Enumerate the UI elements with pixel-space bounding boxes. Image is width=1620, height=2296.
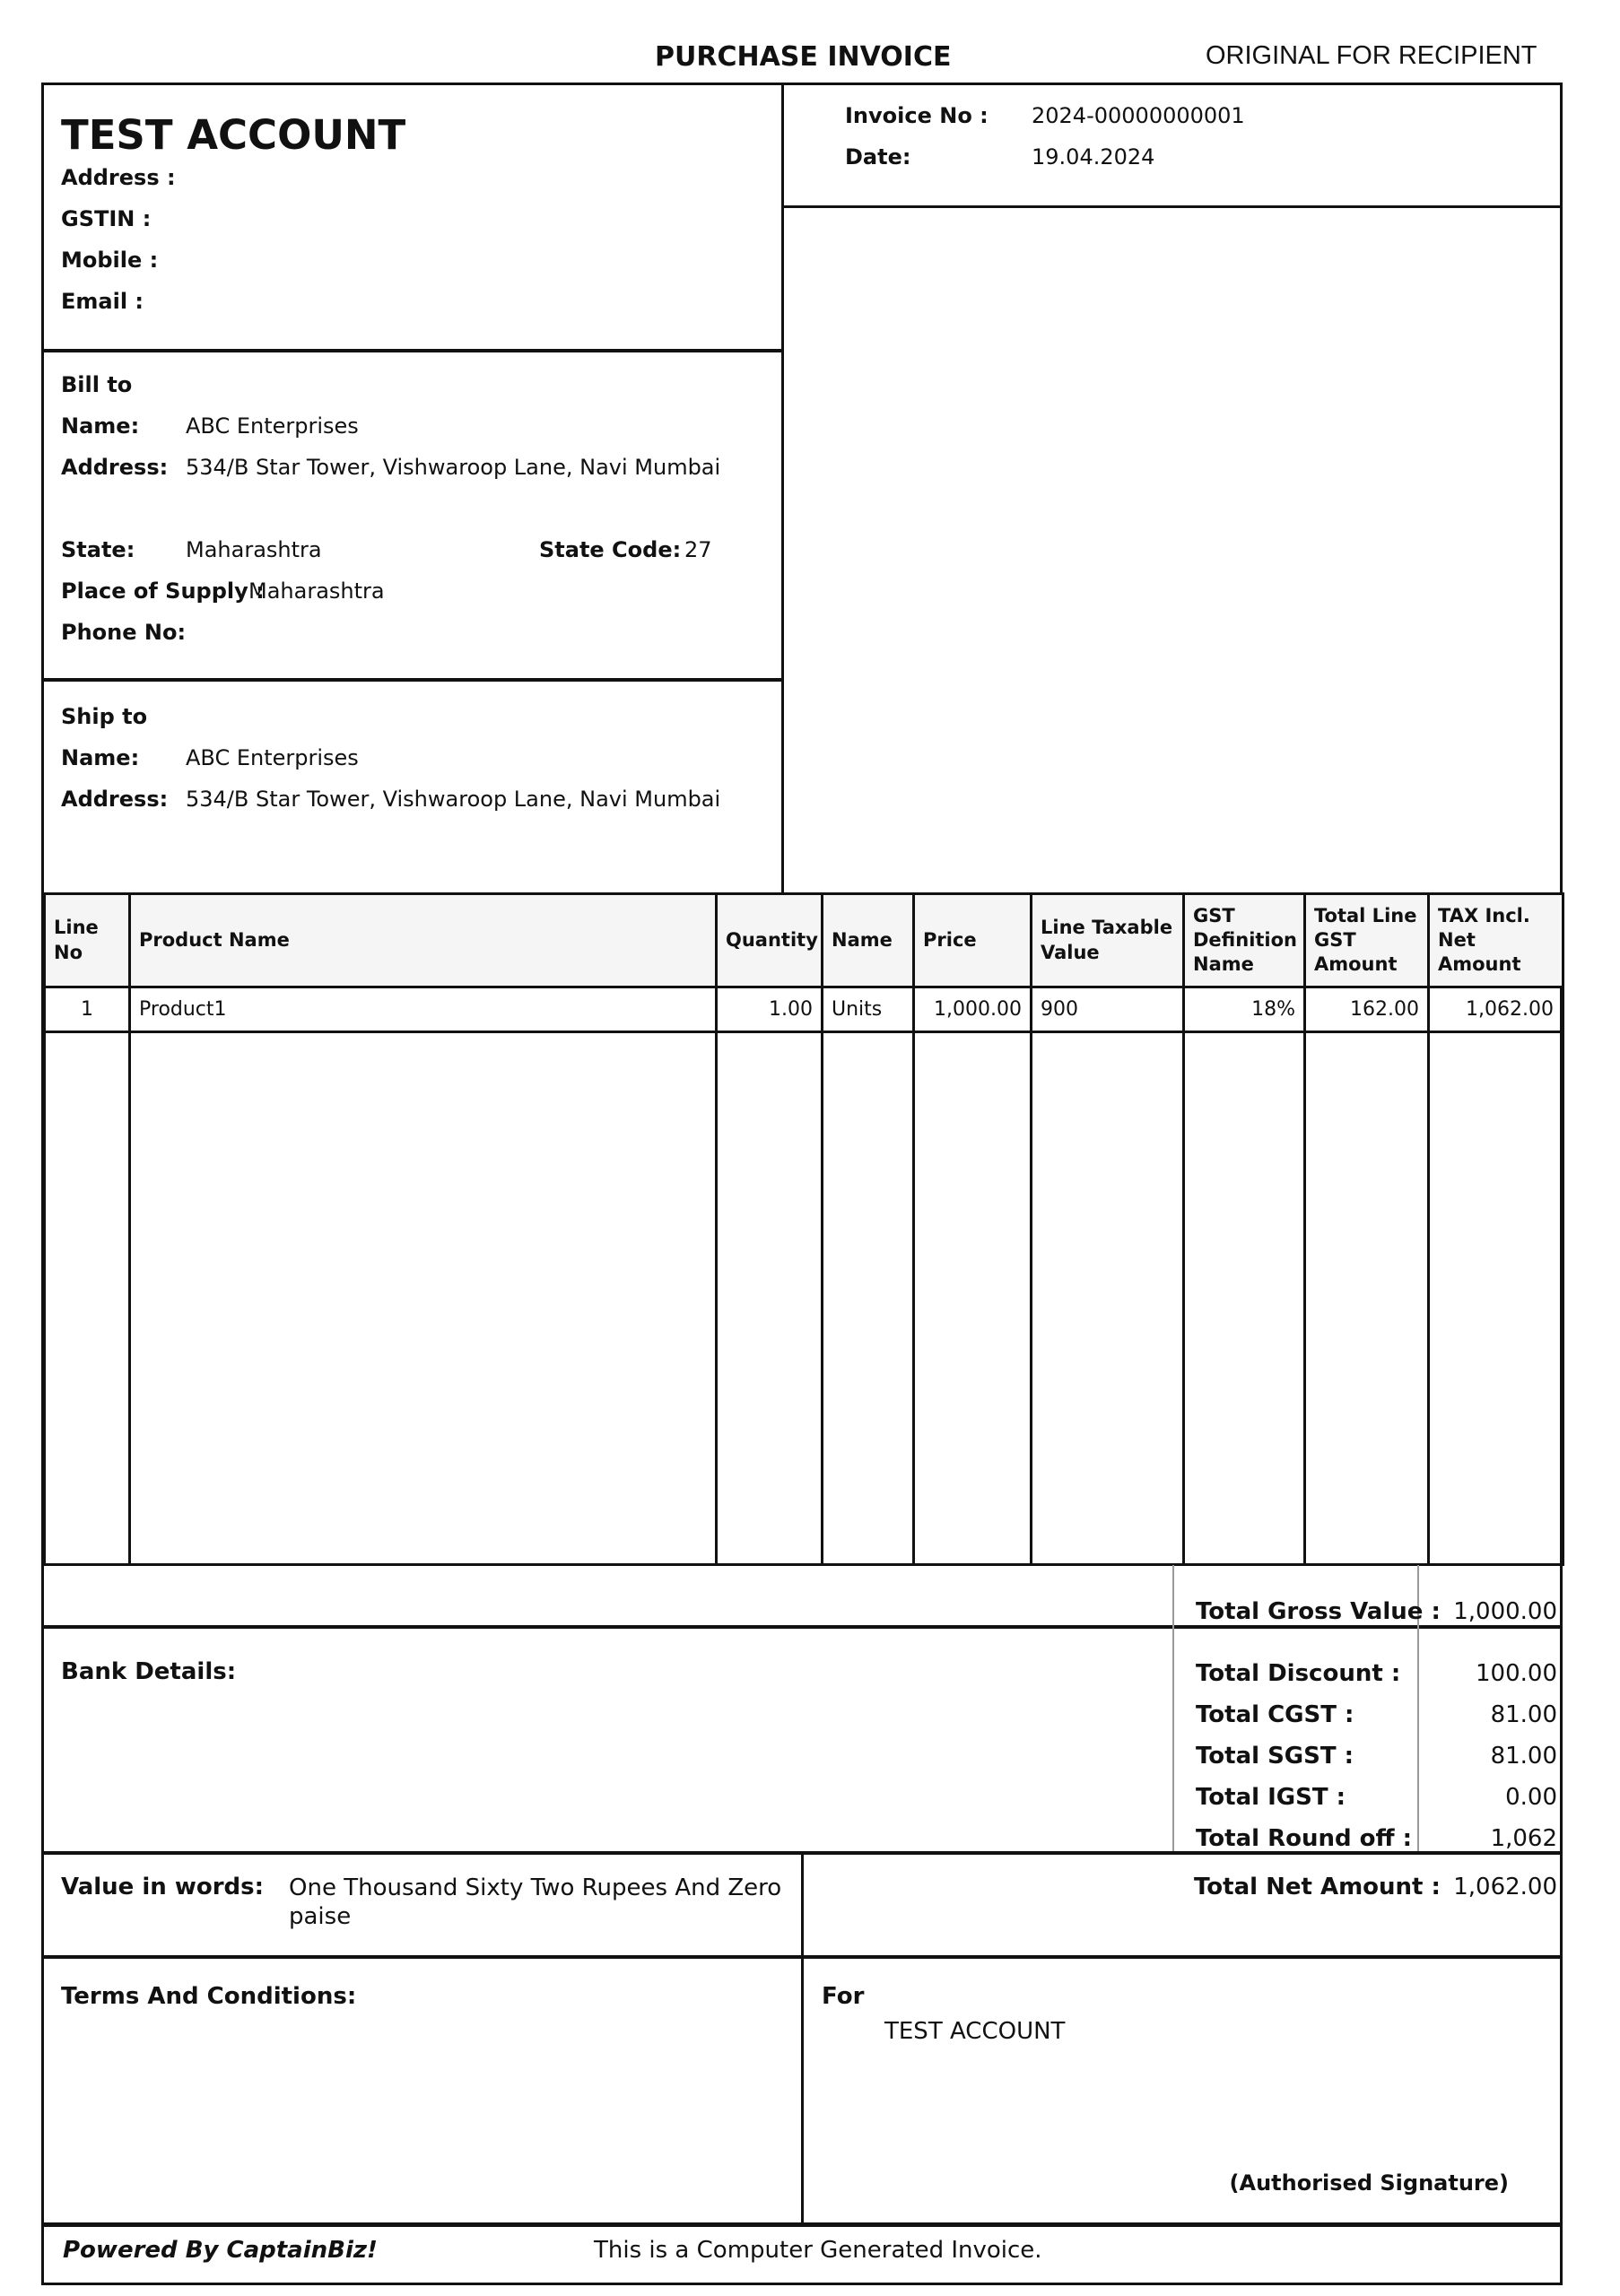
col-total-line-gst: Total Line GST Amount: [1305, 894, 1429, 987]
roundoff-value: 1,062: [1490, 1825, 1557, 1852]
col-line-no: Line No: [45, 894, 130, 987]
state-code-value: 27: [684, 537, 712, 562]
cell-taxable-value: 900: [1032, 987, 1184, 1032]
sgst-label: Total SGST :: [1196, 1743, 1354, 1770]
cell-price: 1,000.00: [914, 987, 1032, 1032]
bill-to-heading: Bill to: [61, 372, 133, 397]
items-header-row: [45, 894, 1563, 987]
gross-label: Total Gross Value :: [1196, 1598, 1441, 1625]
items-table: [43, 892, 1564, 1566]
cell-unit: Units: [823, 987, 914, 1032]
ship-to-address: 534/B Star Tower, Vishwaroop Lane, Navi Mumbai: [186, 787, 721, 812]
cell-line-no: 1: [45, 987, 130, 1032]
ship-to-name-label: Name:: [61, 745, 140, 770]
place-of-supply-value: Maharashtra: [248, 578, 385, 604]
discount-value: 100.00: [1476, 1660, 1557, 1687]
roundoff-label: Total Round off :: [1196, 1825, 1413, 1852]
igst-value: 0.00: [1505, 1784, 1557, 1811]
meta-divider: [781, 205, 1563, 208]
for-label: For: [822, 1983, 865, 2010]
ship-to-heading: Ship to: [61, 704, 148, 729]
seller-gstin-label: GSTIN :: [61, 206, 152, 231]
col-net-amount: TAX Incl. Net Amount: [1429, 894, 1563, 987]
cell-quantity: 1.00: [717, 987, 823, 1032]
footer-column-divider: [801, 1853, 804, 2224]
bill-to-address: 534/B Star Tower, Vishwaroop Lane, Navi Mumbai: [186, 455, 721, 480]
computer-generated-note: This is a Computer Generated Invoice.: [594, 2237, 1042, 2264]
signature-company: TEST ACCOUNT: [884, 2018, 1066, 2045]
header-column-divider: [781, 83, 784, 893]
cell-gst-def: 18%: [1184, 987, 1305, 1032]
cgst-label: Total CGST :: [1196, 1701, 1354, 1728]
seller-name: TEST ACCOUNT: [61, 111, 406, 159]
table-row: [45, 987, 1563, 1032]
billto-divider: [41, 678, 782, 682]
document-title: PURCHASE INVOICE: [655, 41, 952, 73]
authorised-signature: (Authorised Signature): [1229, 2170, 1509, 2196]
invoice-no-label: Invoice No :: [845, 103, 989, 128]
col-product-name: Product Name: [130, 894, 717, 987]
state-code-label: State Code:: [539, 537, 682, 562]
discount-label: Total Discount :: [1196, 1660, 1401, 1687]
totals-label-divider: [1172, 1565, 1174, 1854]
footer-top-line: [41, 2222, 1563, 2227]
value-in-words: One Thousand Sixty Two Rupees And Zero paise: [289, 1874, 782, 1930]
col-gst-definition: GST Definition Name: [1184, 894, 1305, 987]
bill-to-name-label: Name:: [61, 413, 140, 439]
bill-to-name: ABC Enterprises: [186, 413, 359, 439]
terms-heading: Terms And Conditions:: [61, 1983, 357, 2010]
bill-to-state: Maharashtra: [186, 537, 322, 562]
seller-mobile-label: Mobile :: [61, 248, 159, 273]
bill-to-phone-label: Phone No:: [61, 620, 187, 645]
bill-to-address-label: Address:: [61, 455, 169, 480]
cell-product: Product1: [130, 987, 717, 1032]
gross-value: 1,000.00: [1453, 1598, 1557, 1625]
net-amount-label: Total Net Amount :: [1194, 1874, 1441, 1900]
sgst-value: 81.00: [1490, 1743, 1557, 1770]
ship-to-address-label: Address:: [61, 787, 169, 812]
cell-gst-amount: 162.00: [1305, 987, 1429, 1032]
seller-address-label: Address :: [61, 165, 176, 190]
words-bottom-line: [41, 1955, 1563, 1959]
bill-to-state-label: State:: [61, 537, 135, 562]
copy-label: ORIGINAL FOR RECIPIENT: [1206, 41, 1537, 70]
date-label: Date:: [845, 144, 911, 170]
seller-email-label: Email :: [61, 289, 144, 314]
place-of-supply-label: Place of Supply :: [61, 578, 265, 604]
col-price: Price: [914, 894, 1032, 987]
table-filler-row: [45, 1032, 1563, 1565]
powered-by: Powered By CaptainBiz!: [63, 2237, 378, 2264]
value-in-words-label: Value in words:: [61, 1874, 265, 1900]
seller-divider: [41, 349, 782, 352]
invoice-no-value: 2024-00000000001: [1032, 103, 1245, 128]
col-quantity: Quantity: [717, 894, 823, 987]
date-value: 19.04.2024: [1032, 144, 1155, 170]
totals-top-line: [41, 1563, 1563, 1566]
cgst-value: 81.00: [1490, 1701, 1557, 1728]
igst-label: Total IGST :: [1196, 1784, 1346, 1811]
col-unit-name: Name: [823, 894, 914, 987]
ship-to-name: ABC Enterprises: [186, 745, 359, 770]
cell-net-amount: 1,062.00: [1429, 987, 1563, 1032]
bank-details-heading: Bank Details:: [61, 1658, 237, 1685]
col-line-taxable-value: Line Taxable Value: [1032, 894, 1184, 987]
net-amount-value: 1,062.00: [1453, 1874, 1557, 1900]
